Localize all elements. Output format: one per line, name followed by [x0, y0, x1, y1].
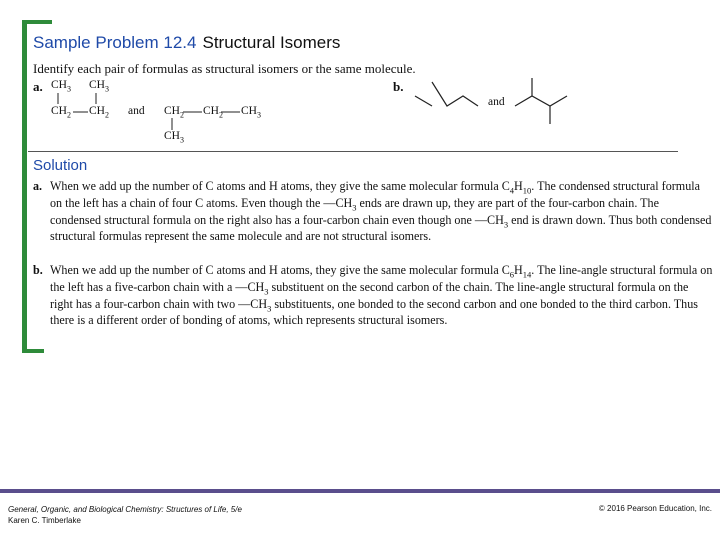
divider	[28, 151, 678, 152]
solution-heading: Solution	[33, 157, 88, 174]
solution-a	[33, 178, 713, 245]
footer-book: General, Organic, and Biological Chemistry: Structures of Life, 5/e	[8, 505, 242, 514]
footer-rule	[0, 489, 720, 493]
part-b-label: b.	[393, 79, 404, 94]
title-sub: Structural Isomers	[202, 33, 341, 52]
a-left-bottom-left: $CH_2$	[51, 105, 71, 120]
footer-copyright: © 2016 Pearson Education, Inc.	[598, 504, 712, 513]
footer-author: Karen C. Timberlake	[8, 516, 81, 525]
b-left-chain-start	[415, 96, 432, 106]
b-and-text: and	[488, 96, 505, 108]
solution-b-marker: b.	[33, 263, 43, 277]
a-left-top-right: $CH_3$	[89, 79, 109, 94]
solution-a-marker: a.	[33, 179, 43, 193]
b-left-chain	[432, 82, 478, 106]
solution-a-text: When we add up the number of C atoms and H atoms, they give the same molecular formula $C_4H_{10}$. The condensed structural formula on the left has a chain of four C atoms. Even though the $—CH_3$ ends are drawn up, they are part of the four-carbon chain. The condensed structural formula on the right also has a four-carbon chain even though one $—CH_3$ end is drawn down. Thus both condensed structural formulas represent the same molecule and are not structural isomers.	[50, 179, 712, 244]
a-right-ch2-a: $CH_2$	[164, 105, 184, 120]
problem-prompt: Identify each pair of formulas as structural isomers or the same molecule.	[33, 61, 416, 76]
a-right-ch3-down: $CH_3$	[164, 130, 184, 145]
a-and-text: and	[128, 105, 145, 117]
b-right-chain	[515, 96, 567, 106]
solution-b	[33, 262, 713, 329]
solution-b-text: When we add up the number of C atoms and H atoms, they give the same molecular formula $C_6H_{14}$. The line-angle structural formula on the left has a five-carbon chain with a $—CH_3$ substituent on the second carbon of the chain. The line-angle structural formula on the right has a four-carbon chain with two $—CH_3$ substituents, one bonded to the second carbon and one bonded to the third carbon. Thus there is a different order of bonding of atoms, which represents structural isomers.	[50, 263, 713, 328]
a-left-top-left: $CH_3$	[51, 79, 71, 94]
title-main: Sample Problem 12.4	[33, 33, 197, 52]
a-right-ch3-end: $CH_3$	[241, 105, 261, 120]
a-left-bottom-right: $CH_2$	[89, 105, 109, 120]
part-a-label: a.	[33, 79, 43, 94]
a-right-ch2-b: $CH_2$	[203, 105, 223, 120]
footer-citation	[8, 504, 242, 526]
